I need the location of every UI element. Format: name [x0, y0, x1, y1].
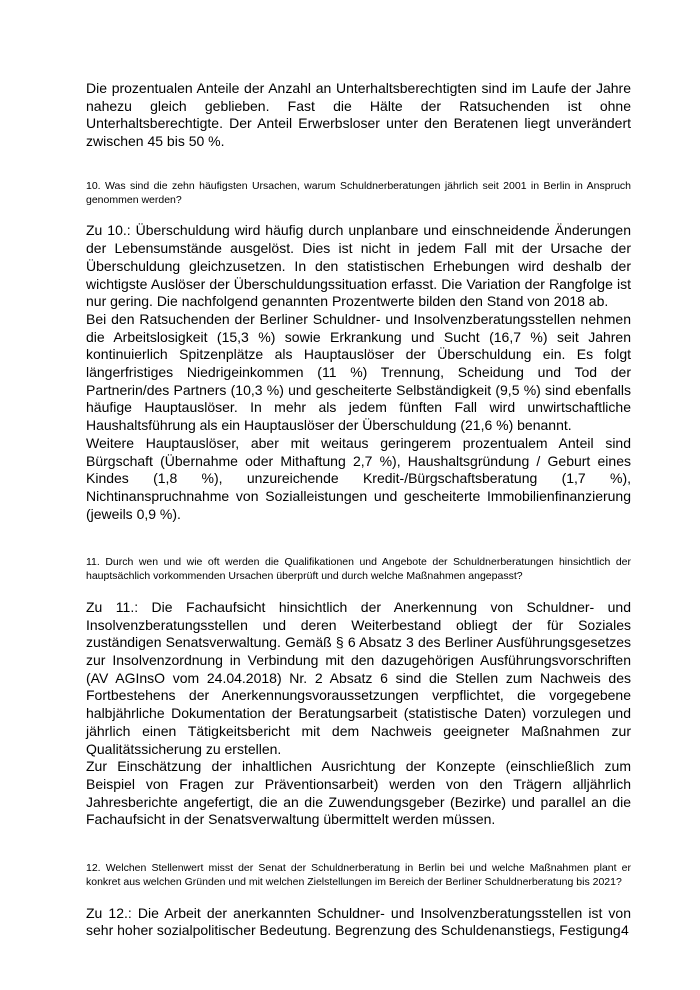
intro-paragraph: Die prozentualen Anteile der Anzahl an Unterhaltsberechtigten sind im Laufe der Jahre nahezu gleich geblieben. Fast die Hälte der Ratsuchenden ist ohne Unterhaltsberechtigte. Der Anteil Erwerbsloser unter den Beratenen liegt unverändert zwischen 45 bis 50 %. [86, 80, 631, 150]
answer-11-paragraph-2: Zur Einschätzung der inhaltlichen Ausrichtung der Konzepte (einschließlich zum Beispiel von Fragen zur Präventionsarbeit) werden von den Trägern alljährlich Jahresberichte angefertigt, die an die Zuwendungsgeber (Bezirke) und parallel an die Fachaufsicht in der Senatsverwaltung übermittelt werden müssen. [86, 758, 631, 828]
question-11: 11. Durch wen und wie oft werden die Qualifikationen und Angebote der Schuldnerberatungen hinsichtlich der hauptsächlich vorkommenden Ursachen überprüft und durch welche Maßnahmen angepasst? [86, 556, 631, 583]
answer-10-paragraph-1: Zu 10.: Überschuldung wird häufig durch unplanbare und einschneidende Änderungen der Lebensumstände ausgelöst. Dies ist nicht in jedem Fall mit der Ursache der Überschuldung gleichzusetzen. In den statistischen Erhebungen wird deshalb der wichtigste Auslöser der Überschuldungssituation erfasst. Die Variation der Rangfolge ist nur gering. Die nachfolgend genannten Prozentwerte bilden den Stand von 2018 ab. [86, 222, 631, 310]
answer-11-paragraph-1: Zu 11.: Die Fachaufsicht hinsichtlich der Anerkennung von Schuldner- und Insolvenzberatungsstellen und deren Weiterbestand obliegt der für Soziales zuständigen Senatsverwaltung. Gemäß § 6 Absatz 3 des Berliner Ausführungsgesetzes zur Insolvenzordnung in Verbindung mit den dazugehörigen Ausführungsvorschriften (AV AGInsO vom 24.04.2018) Nr. 2 Absatz 6 sind die Stellen zum Nachweis des Fortbestehens der Anerkennungsvoraussetzungen verpflichtet, die vorgegebene halbjährliche Dokumentation der Beratungsarbeit (statistische Daten) vorzulegen und jährlich einen Tätigkeitsbericht mit dem Nachweis geeigneter Maßnahmen zur Qualitätssicherung zu erstellen. [86, 598, 631, 757]
question-10: 10. Was sind die zehn häufigsten Ursachen, warum Schuldnerberatungen jährlich seit 2001 in Berlin in Anspruch genommen werden? [86, 179, 631, 206]
answer-12-paragraph-1: Zu 12.: Die Arbeit der anerkannten Schuldner- und Insolvenzberatungsstellen ist von sehr hoher sozialpolitischer Bedeutung. Begrenzung des Schuldenanstiegs, Festigung [86, 904, 631, 939]
answer-10-paragraph-3: Weitere Hauptauslöser, aber mit weitaus geringerem prozentualem Anteil sind Bürgschaft (Übernahme oder Mithaftung 2,7 %), Haushaltsgründung / Geburt eines Kindes (1,8 %), unzureichende Kredit-/Bürgschaftsberatung (1,7 %), Nichtinanspruchnahme von Sozialleistungen und gescheiterte Immobilienfinanzierung (jeweils 0,9 %). [86, 434, 631, 522]
question-12: 12. Welchen Stellenwert misst der Senat der Schuldnerberatung in Berlin bei und welche Maßnahmen plant er konkret aus welchen Gründen und mit welchen Zielstellungen im Bereich der Berliner Schuldnerberatung bis 2021? [86, 862, 631, 888]
answer-10-paragraph-2: Bei den Ratsuchenden der Berliner Schuldner- und Insolvenzberatungsstellen nehmen die Arbeitslosigkeit (15,3 %) sowie Erkrankung und Sucht (16,7 %) seit Jahren kontinuierlich Spitzenplätze als Hauptauslöser der Überschuldung ein. Es folgt längerfristiges Niedrigeinkommen (11 %) Trennung, Scheidung und Tod der Partnerin/des Partners (10,3 %) und gescheiterte Selbständigkeit (9,5 %) sind ebenfalls häufige Hauptauslöser. In mehr als jedem fünften Fall wird unwirtschaftliche Haushaltsführung als ein Hauptauslöser der Überschuldung (21,6 %) benannt. [86, 310, 631, 434]
page-number: 4 [621, 922, 629, 938]
document-page [86, 80, 631, 940]
